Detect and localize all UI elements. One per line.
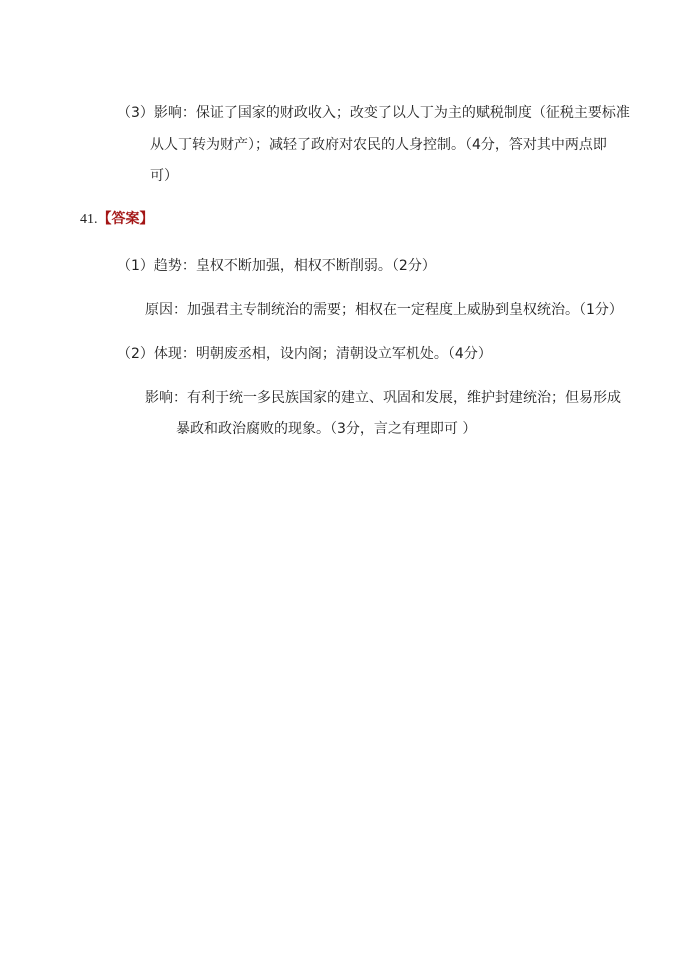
answer-tag: 【答案】 xyxy=(97,211,154,227)
q41-p1-reason: 原因：加强君主专制统治的需要；相权在一定程度上威胁到皇权统治。（1分） xyxy=(145,302,623,318)
q41-p2-impact-line-1: 影响：有利于统一多民族国家的建立、巩固和发展，维护封建统治；但易形成 xyxy=(145,390,621,406)
q41-p2-embody: （2）体现：明朝废丞相，设内阁；清朝设立军机处。（4分） xyxy=(117,346,492,362)
q3-impact-line-3: 可） xyxy=(150,168,178,184)
q3-impact-line-1: （3）影响：保证了国家的财政收入；改变了以人丁为主的赋税制度（征税主要标准 xyxy=(117,105,630,121)
q41-heading xyxy=(80,209,154,230)
question-number: 41. xyxy=(80,212,98,227)
q41-p2-impact-line-2: 暴政和政治腐败的现象。（3分，言之有理即可 ） xyxy=(176,421,477,437)
q41-p1-trend: （1）趋势：皇权不断加强，相权不断削弱。（2分） xyxy=(117,258,436,274)
q3-impact-line-2: 从人丁转为财产）；减轻了政府对农民的人身控制。（4分，答对其中两点即 xyxy=(150,137,607,153)
